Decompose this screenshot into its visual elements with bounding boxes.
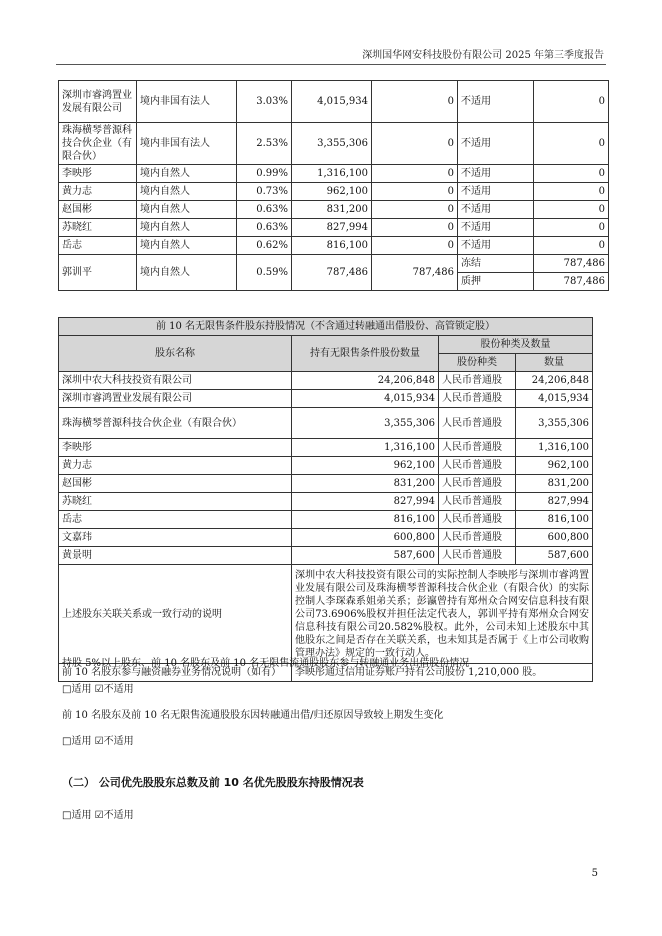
holder-restricted: 0: [372, 219, 458, 237]
para-lending: 持股 5%以上股东、前 10 名股东及前 10 名无限售流通股股东参与转融通业务出借股份情况: [62, 658, 470, 669]
share-type: 人民币普通股: [439, 493, 516, 511]
pledge-status: 不适用: [458, 237, 534, 255]
table-row: [59, 183, 609, 201]
option-applicable: □适用: [62, 810, 92, 821]
col-header-type: 股份种类: [439, 354, 516, 372]
table-row: [59, 390, 593, 408]
relation-label: 上述股东关联关系或一致行动的说明: [59, 565, 292, 664]
holder-shares: 3,355,306: [292, 123, 372, 165]
unrestricted-holders-table: [58, 317, 593, 682]
table-row: [59, 475, 593, 493]
holder-ratio: 0.99%: [237, 165, 292, 183]
option-not-applicable: ☑不适用: [94, 810, 134, 821]
holder-shares: 787,486: [292, 255, 372, 291]
holder-name: 苏晓红: [59, 219, 137, 237]
share-amount: 3,355,306: [516, 408, 593, 439]
relation-text: 深圳中农大科技投资有限公司的实际控制人李映彤与深圳市睿鸿置业发展有限公司及珠海横琴普源科技合伙企业（有限合伙）的实际控制人李琛森系姐弟关系；彭瀛曾持有郑州众合网安信息科技有限公司73.6906%股权并担任法定代表人，郭训平持有郑州众合网安信息科技有限公司20.582%股权。此外，公司未知上述股东中其他股东之间是否存在关联关系，也未知其是否属于《上市公司收购管理办法》规定的一致行动人。: [292, 565, 593, 664]
holder-restricted: 0: [372, 123, 458, 165]
holder-name: 岳志: [59, 237, 137, 255]
para-lending-change: 前 10 名股东及前 10 名无限售流通股股东因转融通出借/归还原因导致较上期发生变化: [62, 710, 444, 721]
holder-ratio: 0.63%: [237, 201, 292, 219]
holder-qty: 4,015,934: [292, 390, 439, 408]
pledge-qty: 0: [534, 219, 609, 237]
option-not-applicable: ☑不适用: [94, 684, 134, 695]
checkbox-row-3: [62, 806, 134, 821]
col-header-qty: 持有无限售条件股份数量: [292, 336, 439, 372]
share-type: 人民币普通股: [439, 547, 516, 565]
pledge-qty: 0: [534, 183, 609, 201]
holder-restricted: 0: [372, 201, 458, 219]
holder-nature: 境内自然人: [137, 255, 237, 291]
pledge-status: 不适用: [458, 81, 534, 123]
holder-name: 李映彤: [59, 439, 292, 457]
holder-shares: 827,994: [292, 219, 372, 237]
page-number: 5: [591, 868, 598, 879]
table-row: [59, 511, 593, 529]
holder-ratio: 0.63%: [237, 219, 292, 237]
holder-name: 珠海横琴普源科技合伙企业（有限合伙）: [59, 123, 137, 165]
holder-shares: 1,316,100: [292, 165, 372, 183]
table-row: [59, 439, 593, 457]
share-amount: 831,200: [516, 475, 593, 493]
holder-qty: 24,206,848: [292, 372, 439, 390]
share-type: 人民币普通股: [439, 408, 516, 439]
holder-ratio: 0.59%: [237, 255, 292, 291]
holder-shares: 831,200: [292, 201, 372, 219]
share-amount: 4,015,934: [516, 390, 593, 408]
table-row: [59, 547, 593, 565]
holder-name: 赵国彬: [59, 201, 137, 219]
option-not-applicable: ☑不适用: [94, 736, 134, 747]
holder-qty: 816,100: [292, 511, 439, 529]
share-type: 人民币普通股: [439, 529, 516, 547]
page-header: 深圳国华网安科技股份有限公司 2025 年第三季度报告: [362, 50, 604, 61]
table-row: [59, 123, 609, 165]
holder-restricted: 0: [372, 81, 458, 123]
checkbox-row-1: [62, 680, 134, 695]
holder-name: 文嘉玮: [59, 529, 292, 547]
pledge-qty: 0: [534, 123, 609, 165]
pledge-qty: 787,486: [534, 273, 609, 291]
pledge-qty: 0: [534, 237, 609, 255]
holder-name: 黄景明: [59, 547, 292, 565]
holder-ratio: 0.73%: [237, 183, 292, 201]
pledge-status: 冻结: [458, 255, 534, 273]
holder-shares: 816,100: [292, 237, 372, 255]
table-row: [59, 255, 609, 273]
holder-qty: 600,800: [292, 529, 439, 547]
holder-name: 黄力志: [59, 457, 292, 475]
holder-nature: 境内自然人: [137, 201, 237, 219]
table-row: [59, 529, 593, 547]
table-row: [59, 457, 593, 475]
holder-name: 岳志: [59, 511, 292, 529]
pledge-qty: 0: [534, 165, 609, 183]
margin-label: 前 10 名股东参与融资融券业务情况说明（如有）: [59, 664, 292, 682]
holder-qty: 587,600: [292, 547, 439, 565]
share-type: 人民币普通股: [439, 372, 516, 390]
holder-name: 黄力志: [59, 183, 137, 201]
table-row: [59, 165, 609, 183]
pledge-status: 质押: [458, 273, 534, 291]
holder-name: 李映彤: [59, 165, 137, 183]
share-type: 人民币普通股: [439, 439, 516, 457]
share-type: 人民币普通股: [439, 511, 516, 529]
table-row: [59, 493, 593, 511]
holder-restricted: 787,486: [372, 255, 458, 291]
holder-restricted: 0: [372, 183, 458, 201]
pledge-status: 不适用: [458, 219, 534, 237]
holder-qty: 827,994: [292, 493, 439, 511]
table-row: [59, 372, 593, 390]
share-type: 人民币普通股: [439, 390, 516, 408]
holder-restricted: 0: [372, 237, 458, 255]
holder-ratio: 2.53%: [237, 123, 292, 165]
section-heading: （二） 公司优先股股东总数及前 10 名优先股股东持股情况表: [62, 776, 364, 789]
share-amount: 24,206,848: [516, 372, 593, 390]
pledge-qty: 0: [534, 201, 609, 219]
share-type: 人民币普通股: [439, 457, 516, 475]
top10-holders-table: [58, 80, 609, 291]
holder-qty: 3,355,306: [292, 408, 439, 439]
header-rule: [56, 64, 606, 65]
holder-name: 珠海横琴普源科技合伙企业（有限合伙）: [59, 408, 292, 439]
pledge-status: 不适用: [458, 165, 534, 183]
holder-name: 郭训平: [59, 255, 137, 291]
holder-nature: 境内自然人: [137, 237, 237, 255]
margin-text: 李映彤通过信用证券账户持有公司股份 1,210,000 股。: [292, 664, 593, 682]
col-header-name: 股东名称: [59, 336, 292, 372]
pledge-status: 不适用: [458, 183, 534, 201]
holder-nature: 境内自然人: [137, 183, 237, 201]
share-amount: 827,994: [516, 493, 593, 511]
holder-qty: 831,200: [292, 475, 439, 493]
holder-nature: 境内自然人: [137, 219, 237, 237]
holder-name: 赵国彬: [59, 475, 292, 493]
option-applicable: □适用: [62, 684, 92, 695]
holder-ratio: 0.62%: [237, 237, 292, 255]
share-amount: 816,100: [516, 511, 593, 529]
holder-name: 深圳市睿鸿置业发展有限公司: [59, 390, 292, 408]
table-row: [59, 81, 609, 123]
table-row: [59, 237, 609, 255]
col-header-amount: 数量: [516, 354, 593, 372]
checkbox-row-2: [62, 732, 134, 747]
pledge-status: 不适用: [458, 123, 534, 165]
share-amount: 587,600: [516, 547, 593, 565]
holder-nature: 境内非国有法人: [137, 81, 237, 123]
option-applicable: □适用: [62, 736, 92, 747]
share-amount: 600,800: [516, 529, 593, 547]
table-row: [59, 201, 609, 219]
share-amount: 962,100: [516, 457, 593, 475]
holder-nature: 境内非国有法人: [137, 123, 237, 165]
table-row: [59, 219, 609, 237]
holder-name: 苏晓红: [59, 493, 292, 511]
pledge-status: 不适用: [458, 201, 534, 219]
share-type: 人民币普通股: [439, 475, 516, 493]
holder-name: 深圳市睿鸿置业发展有限公司: [59, 81, 137, 123]
holder-restricted: 0: [372, 165, 458, 183]
holder-ratio: 3.03%: [237, 81, 292, 123]
share-amount: 1,316,100: [516, 439, 593, 457]
holder-qty: 1,316,100: [292, 439, 439, 457]
pledge-qty: 0: [534, 81, 609, 123]
col-header-type-group: 股份种类及数量: [439, 336, 593, 354]
holder-shares: 4,015,934: [292, 81, 372, 123]
table-row: [59, 408, 593, 439]
holder-shares: 962,100: [292, 183, 372, 201]
holder-qty: 962,100: [292, 457, 439, 475]
unrestricted-title: 前 10 名无限售条件股东持股情况（不含通过转融通出借股份、高管锁定股）: [59, 318, 593, 336]
holder-name: 深圳中农大科技投资有限公司: [59, 372, 292, 390]
holder-nature: 境内自然人: [137, 165, 237, 183]
pledge-qty: 787,486: [534, 255, 609, 273]
